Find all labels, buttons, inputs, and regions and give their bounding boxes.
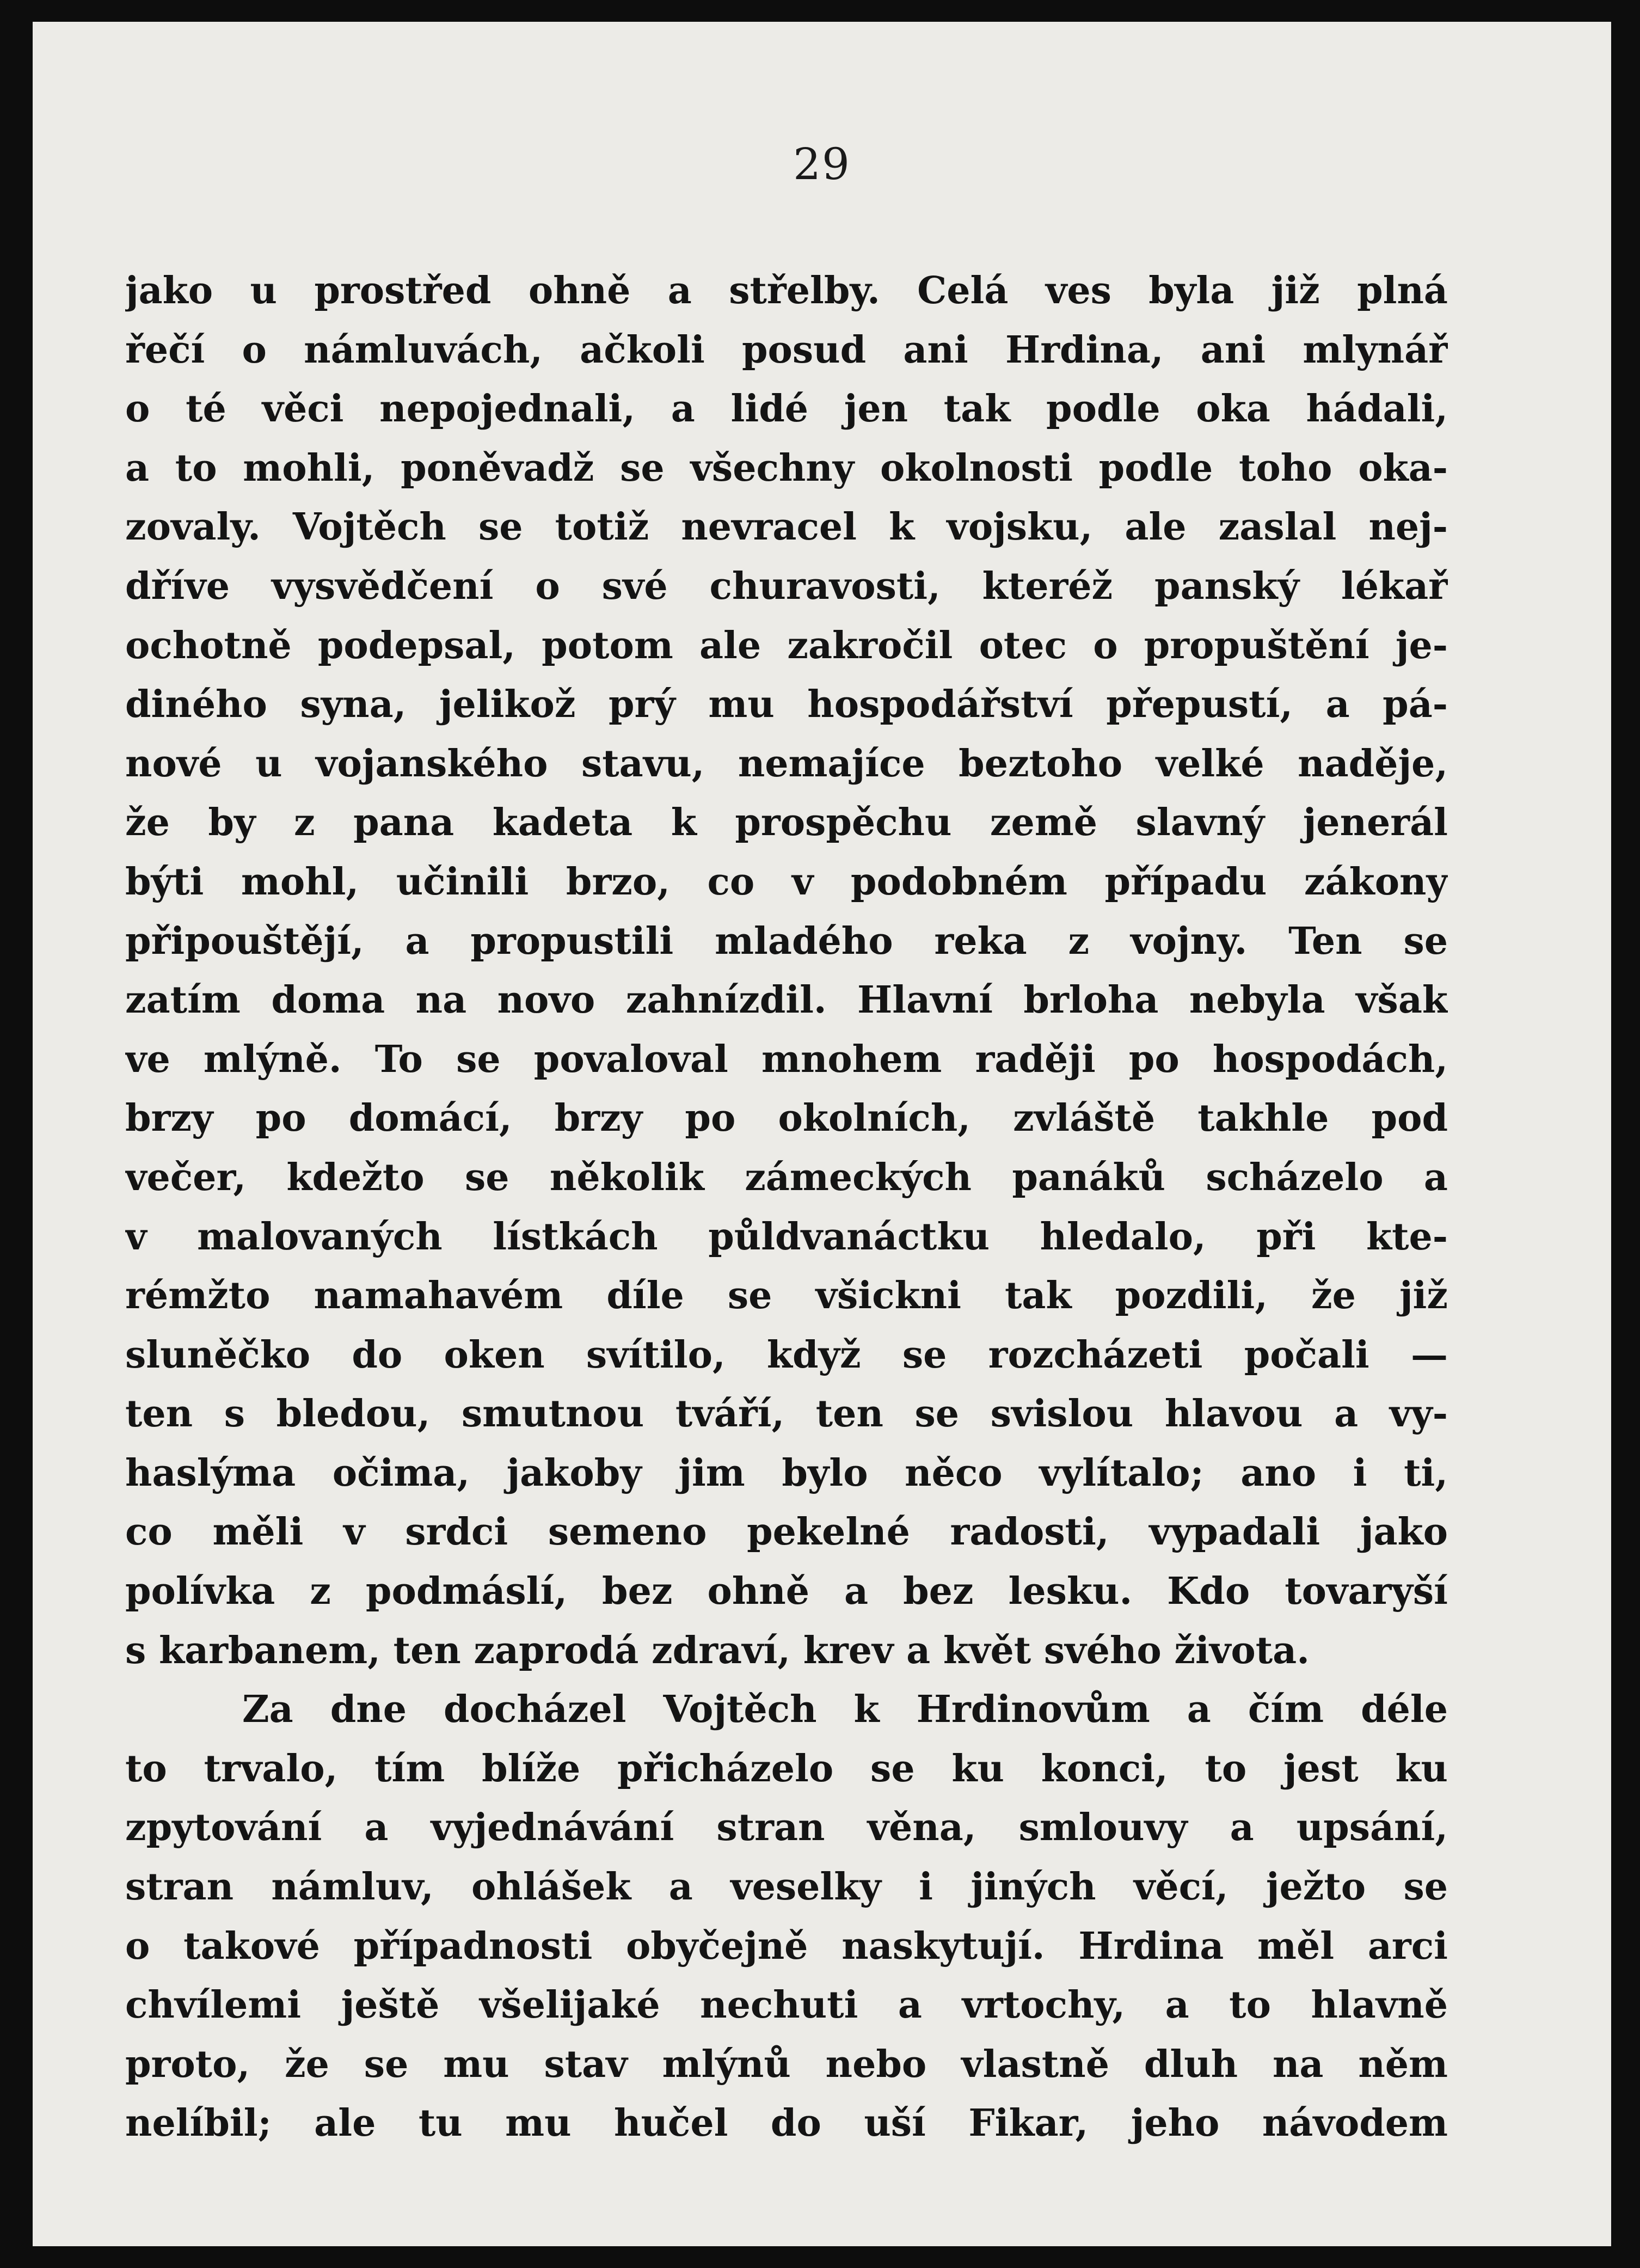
body-text bbox=[125, 261, 1448, 2153]
text-line: stran námluv, ohlášek a veselky i jiných věcí, ježto se bbox=[125, 1865, 1448, 1909]
text-line: v malovaných lístkách půldvanáctku hledalo, při kte- bbox=[125, 1215, 1448, 1259]
text-line: to trvalo, tím blíže přicházelo se ku konci, to jest ku bbox=[125, 1746, 1448, 1791]
text-line: zovaly. Vojtěch se totiž nevracel k vojsku, ale zaslal nej- bbox=[125, 505, 1448, 549]
text-line: haslýma očima, jakoby jim bylo něco vylítalo; ano i ti, bbox=[125, 1451, 1448, 1495]
text-line: jako u prostřed ohně a střelby. Celá ves byla již plná bbox=[125, 269, 1448, 312]
text-line: ochotně podepsal, potom ale zakročil otec o propuštění je- bbox=[125, 623, 1448, 667]
text-line: že by z pana kadeta k prospěchu země slavný jenerál bbox=[125, 801, 1448, 845]
book-page bbox=[33, 22, 1611, 2246]
text-line: chvílemi ještě všelijaké nechuti a vrtochy, a to hlavně bbox=[125, 1983, 1448, 2027]
text-line: s karbanem, ten zaprodá zdraví, krev a květ svého života. bbox=[125, 1628, 1310, 1672]
text-line: a to mohli, poněvadž se všechny okolnosti podle toho oka- bbox=[125, 446, 1448, 490]
text-line: o takové případnosti obyčejně naskytují. Hrdina měl arci bbox=[125, 1924, 1448, 1968]
text-line: Za dne docházel Vojtěch k Hrdinovům a čím déle bbox=[242, 1688, 1448, 1732]
text-line: býti mohl, učinili brzo, co v podobném případu zákony bbox=[125, 860, 1448, 904]
text-line: ten s bledou, smutnou tváří, ten se svislou hlavou a vy- bbox=[125, 1392, 1448, 1436]
text-line: diného syna, jelikož prý mu hospodářství přepustí, a pá- bbox=[125, 683, 1448, 727]
text-line: večer, kdežto se několik zámeckých panáků scházelo a bbox=[125, 1155, 1448, 1199]
text-line: připouštějí, a propustili mladého reka z vojny. Ten se bbox=[125, 919, 1448, 963]
text-line: zpytování a vyjednávání stran věna, smlouvy a upsání, bbox=[125, 1806, 1448, 1850]
text-line: zatím doma na novo zahnízdil. Hlavní brloha nebyla však bbox=[125, 978, 1448, 1022]
text-line: o té věci nepojednali, a lidé jen tak podle oka hádali, bbox=[125, 387, 1448, 431]
text-line: řečí o námluvách, ačkoli posud ani Hrdina, ani mlynář bbox=[125, 328, 1448, 372]
text-line: proto, že se mu stav mlýnů nebo vlastně dluh na něm bbox=[125, 2042, 1448, 2086]
text-line: dříve vysvědčení o své churavosti, kteréž panský lékař bbox=[125, 564, 1448, 608]
text-line: ve mlýně. To se povaloval mnohem raději po hospodách, bbox=[125, 1037, 1448, 1081]
text-line: rémžto namahavém díle se všickni tak pozdili, že již bbox=[125, 1274, 1448, 1318]
text-line: nové u vojanského stavu, nemajíce beztoho velké naděje, bbox=[125, 741, 1448, 786]
page-number: 29 bbox=[793, 139, 851, 189]
text-line: sluněčko do oken svítilo, když se rozcházeti počali — bbox=[125, 1333, 1448, 1377]
text-line: co měli v srdci semeno pekelné radosti, vypadali jako bbox=[125, 1510, 1448, 1554]
text-line: brzy po domácí, brzy po okolních, zvláště takhle pod bbox=[125, 1096, 1448, 1141]
text-line: nelíbil; ale tu mu hučel do uší Fikar, jeho návodem bbox=[125, 2101, 1448, 2146]
text-line: polívka z podmáslí, bez ohně a bez lesku. Kdo tovaryší bbox=[125, 1570, 1448, 1614]
